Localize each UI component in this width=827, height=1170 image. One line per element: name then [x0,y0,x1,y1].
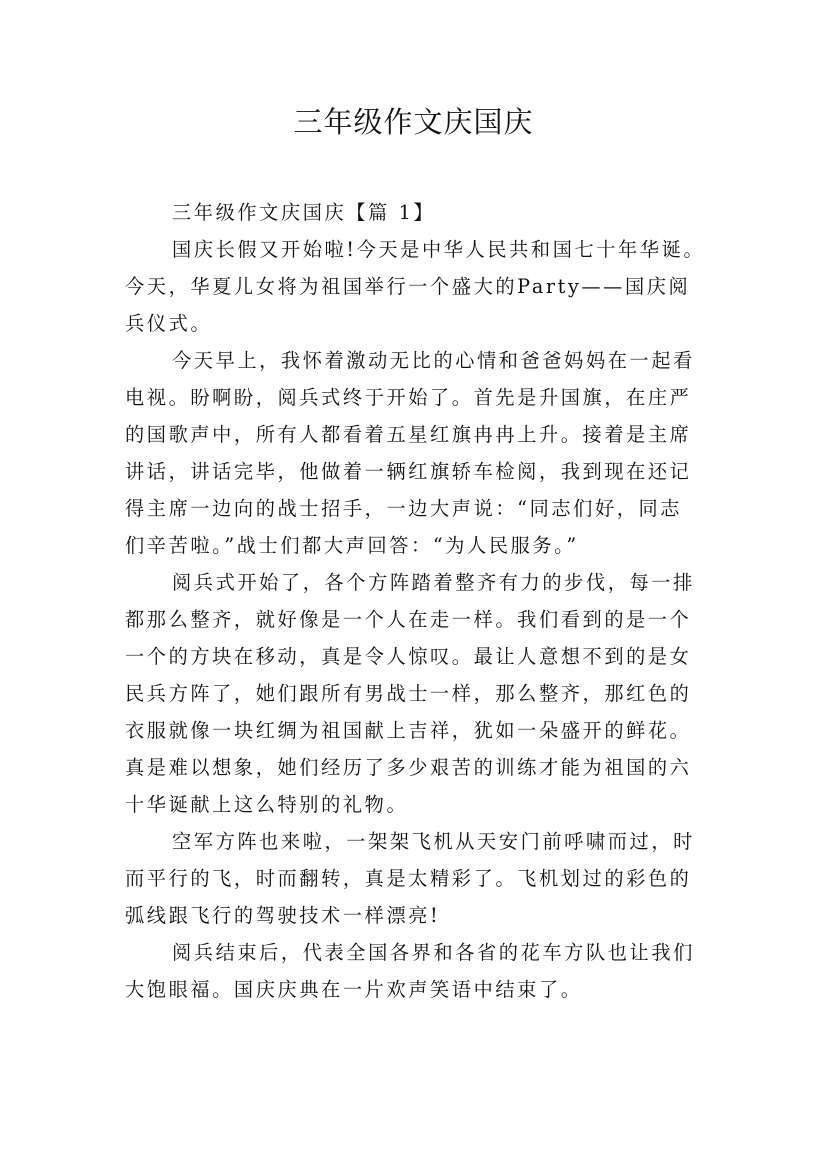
paragraph-4 [125,823,710,934]
paragraph-line: 民兵方阵了，她们跟所有男战士一样，那么整齐，那红色的 [125,682,692,705]
paragraph-line: 都那么整齐，就好像是一个人在走一样。我们看到的是一个 [125,608,692,631]
paragraph-line: 们辛苦啦。”战士们都大声回答：“为人民服务。” [125,534,579,557]
paragraph-line: 一个的方块在移动，真是令人惊叹。最让人意想不到的是女 [125,645,692,668]
paragraph-line: 的国歌声中，所有人都看着五星红旗冉冉上升。接着是主席 [125,423,692,446]
paragraph-line: 弧线跟飞行的驾驶技术一样漂亮! [125,904,441,927]
paragraph-line: 兵仪式。 [125,312,213,335]
paragraph-2 [125,342,710,564]
paragraph-line: 真是难以想象，她们经历了多少艰苦的训练才能为祖国的六 [125,756,692,779]
paragraph-line: 衣服就像一块红绸为祖国献上吉祥，犹如一朵盛开的鲜花。 [125,719,692,742]
paragraph-line: 大饱眼福。国庆庆典在一片欢声笑语中结束了。 [125,978,583,1001]
paragraph-line: 电视。盼啊盼，阅兵式终于开始了。首先是升国旗，在庄严 [125,386,692,409]
paragraph-line: 得主席一边向的战士招手，一边大声说：“同志们好，同志 [125,497,683,520]
paragraph-5 [125,934,710,1008]
paragraph-3 [125,564,710,823]
paragraph-line: 空军方阵也来啦，一架架飞机从天安门前呼啸而过，时 [172,830,695,853]
document-title: 三年级作文庆国庆 [293,105,534,139]
section-heading: 三年级作文庆国庆【篇 1】 [172,201,436,224]
paragraph-line: 今天，华夏儿女将为祖国举行一个盛大的Party——国庆阅 [125,275,691,298]
paragraph-line: 十华诞献上这么特别的礼物。 [125,793,409,816]
paragraph-line: 阅兵式开始了，各个方阵踏着整齐有力的步伐，每一排 [172,571,695,594]
paragraph-line: 讲话，讲话完毕，他做着一辆红旗轿车检阅，我到现在还记 [125,460,692,483]
paragraph-line: 国庆长假又开始啦!今天是中华人民共和国七十年华诞。 [172,238,706,261]
paragraph-line: 而平行的飞，时而翻转，真是太精彩了。飞机划过的彩色的 [125,867,692,890]
paragraph-line: 阅兵结束后，代表全国各界和各省的花车方队也让我们 [172,941,695,964]
paragraph-line: 今天早上，我怀着激动无比的心情和爸爸妈妈在一起看 [172,349,695,372]
document-body [125,194,710,1008]
paragraph-1 [125,231,710,342]
